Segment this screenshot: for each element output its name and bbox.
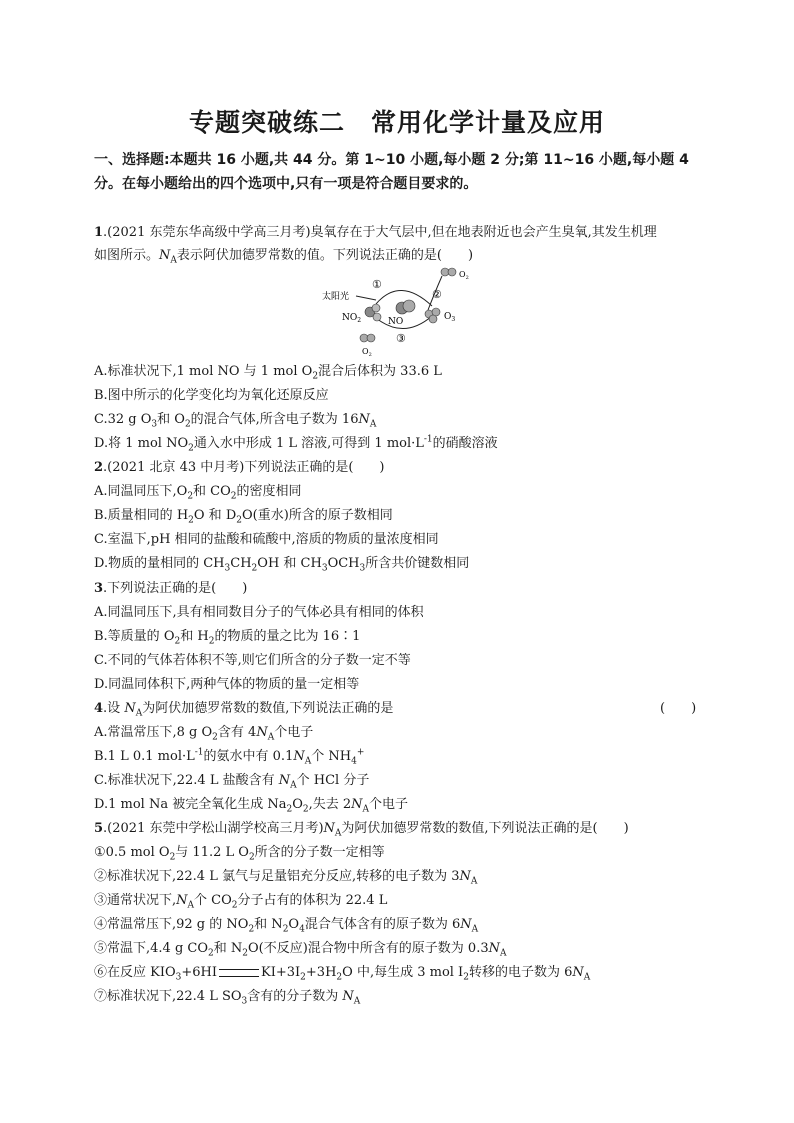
q3-option-d: D.同温同体积下,两种气体的物质的量一定相等 xyxy=(94,677,360,692)
title-part1: 专题突破练二 xyxy=(188,108,345,137)
q5-item-2: ②标准状况下,22.4 L 氯气与足量铝充分反应,转移的电子数为 $3N_A$ xyxy=(94,869,478,887)
q5-stem: 5.(2021 东莞中学松山湖学校高三月考)$N_A$为阿伏加德罗常数的数值,下列说法正确的是( ) xyxy=(94,821,629,839)
q1-option-c: C.32 g $O_3$和 $O_2$的混合气体,所含电子数为 $16N_A$ xyxy=(94,412,377,430)
q5-item-7: ⑦标准状况下,22.4 L $SO_3$含有的分子数为 $N_A$ xyxy=(94,989,361,1007)
q2-option-b: B.质量相同的 $H_2O$ 和 $D_2O$(重水)所含的原子数相同 xyxy=(94,508,393,526)
o3-label: $O_3$ xyxy=(444,312,456,323)
q5-number: 5 xyxy=(94,821,104,836)
q3-number: 3 xyxy=(94,581,104,596)
title-part2: 常用化学计量及应用 xyxy=(371,108,606,137)
q2-option-a: A.同温同压下$,O_2$和 $CO_2$的密度相同 xyxy=(94,484,302,502)
q4-option-c: C.标准状况下,22.4 L 盐酸含有 $N_A$个 HCl 分子 xyxy=(94,773,370,791)
no2-atom xyxy=(372,304,380,312)
sun-arrow xyxy=(356,296,376,300)
step1-label: ① xyxy=(372,278,382,291)
q5-item-6: ⑥在反应 $KIO_3+6HI$ $KI+3I_2+3H_2O$ 中,每生成 3 mol $I_2$转移的电子数为 $6N_A$ xyxy=(94,965,591,983)
o2-bottom-atom xyxy=(367,334,375,342)
na-symbol: N xyxy=(159,248,171,263)
na-sub: A xyxy=(170,255,177,266)
q4-stem: 4.设 $N_A$为阿伏加德罗常数的数值,下列说法正确的是 xyxy=(94,701,394,719)
q1-stem-text2a: 如图所示。 xyxy=(94,248,160,263)
q5-item-3: ③通常状况下$,N_A$个 $CO_2$分子占有的体积为 22.4 L xyxy=(94,893,388,911)
q1-number: 1 xyxy=(94,225,104,240)
no2-atom xyxy=(373,313,381,321)
q3-option-c: C.不同的气体若体积不等,则它们所含的分子数一定不等 xyxy=(94,653,411,668)
no-atom xyxy=(403,300,415,312)
q4-option-a: A.常温常压下,8 g $O_2$含有 $4N_A$个电子 xyxy=(94,725,314,743)
ozone-mechanism-diagram xyxy=(320,262,480,358)
q4-answer-paren: ( ) xyxy=(660,701,697,716)
q2-option-c: C.室温下,pH 相同的盐酸和硫酸中,溶质的物质的量浓度相同 xyxy=(94,532,439,547)
q1-option-a: A.标准状况下,1 mol NO 与 1 mol $O_2$混合后体积为 33.6 L xyxy=(94,364,442,382)
q5-item-5: ⑤常温下,4.4 g $CO_2$和 $N_2O$(不反应)混合物中所含有的原子数为 $0.3N_A$ xyxy=(94,941,507,959)
sun-label: 太阳光 xyxy=(322,292,350,302)
q2-option-d: D.物质的量相同的 $CH_3CH_2OH$ 和 $CH_3OCH_3$所含共价键数相同 xyxy=(94,556,470,574)
q2-stem: 2.(2021 北京 43 中月考)下列说法正确的是( ) xyxy=(94,460,385,475)
q1-stem-text1: .(2021 东莞东华高级中学高三月考)臭氧存在于大气层中,但在地表附近也会产生臭氧,其发生机理 xyxy=(103,225,657,240)
q1-option-d: D.将 1 mol $NO_2$通入水中形成 1 L 溶液,可得到 1 $mol\cdot L^{-1}$的硝酸溶液 xyxy=(94,434,498,454)
reaction-equals-sign xyxy=(219,969,259,977)
o3-atom xyxy=(429,315,437,323)
step2-label: ② xyxy=(432,288,442,301)
o2-top-label: $O_2$ xyxy=(459,270,469,281)
q3-option-a: A.同温同压下,具有相同数目分子的气体必具有相同的体积 xyxy=(94,605,424,620)
q5-item-1: ①0.5 mol $O_2$与 11.2 L $O_2$所含的分子数一定相等 xyxy=(94,845,385,863)
q3-stem: 3.下列说法正确的是( ) xyxy=(94,581,248,596)
q2-number: 2 xyxy=(94,460,104,475)
o2-bottom-label: $O_2$ xyxy=(362,347,372,358)
q1-option-b: B.图中所示的化学变化均为氧化还原反应 xyxy=(94,388,329,403)
step3-label: ③ xyxy=(396,332,406,345)
q1-stem-line1 xyxy=(94,224,657,242)
q4-number: 4 xyxy=(94,701,104,716)
section-header: 一、选择题:本题共 16 小题,共 44 分。第 1~10 小题,每小题 2 分;第 11~16 小题,每小题 4 分。在每小题给出的四个选项中,只有一项是符合题目要求的。 xyxy=(94,152,689,192)
q5-item-4: ④常温常压下,92 g 的 $NO_2$和 $N_2O_4$混合气体含有的原子数为 $6N_A$ xyxy=(94,917,479,935)
q4-option-d: D.1 mol Na 被完全氧化生成 $Na_2O_2$,失去 $2N_A$个电子 xyxy=(94,797,409,815)
no2-label: $NO_2$ xyxy=(342,313,362,324)
q3-option-b: B.等质量的 $O_2$和 $H_2$的物质的量之比为 16∶1 xyxy=(94,629,361,647)
cycle-arrow-bottom xyxy=(376,316,432,329)
o2-top-atom xyxy=(448,268,456,276)
q1-stem-text2b: 表示阿伏加德罗常数的值。下列说法正确的是( ) xyxy=(176,248,474,263)
page-title xyxy=(0,103,794,139)
q4-option-b: B.1 L 0.1 $mol\cdot L^{-1}$的氨水中有 $0.1N_A$个 $NH_4^+$ xyxy=(94,747,365,767)
no-label: NO xyxy=(388,317,404,327)
